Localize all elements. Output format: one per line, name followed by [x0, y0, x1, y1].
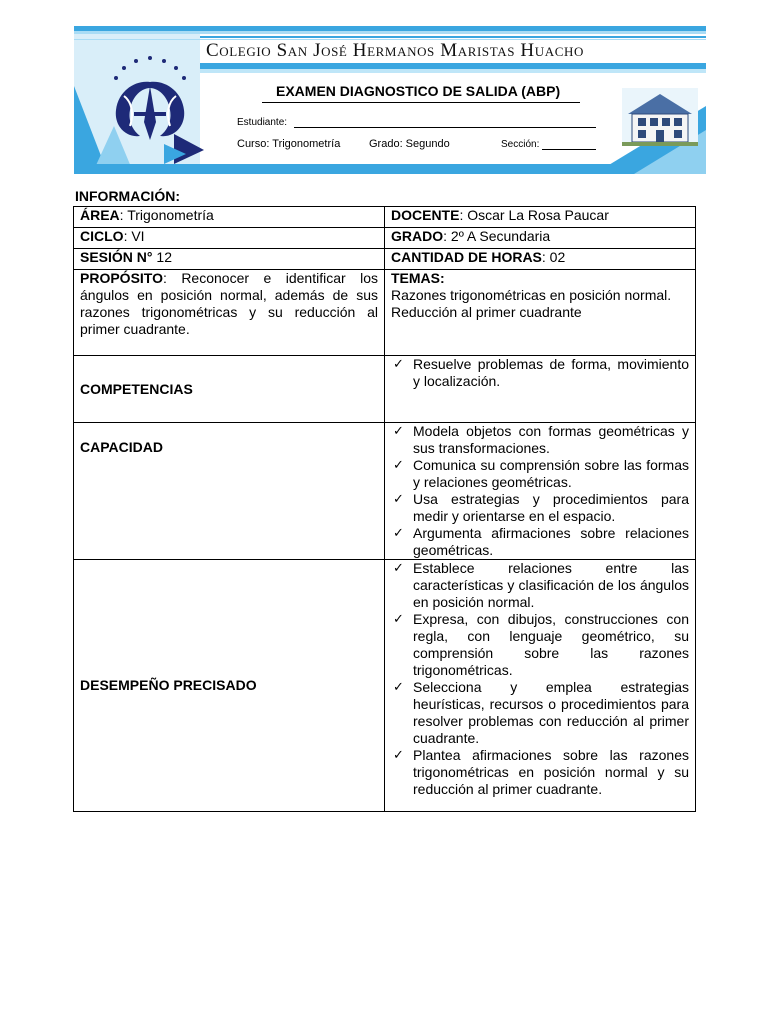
horas-cell [385, 249, 696, 270]
list-item [391, 457, 689, 491]
list-item-text: Modela objetos con formas geométricas y sus transformaciones. [413, 423, 689, 456]
docente-cell [385, 207, 696, 228]
student-label: Estudiante: [237, 117, 288, 128]
table-row [74, 270, 696, 356]
capacidad-list [391, 423, 689, 559]
info-title: INFORMACIÓN: [75, 188, 180, 204]
competencias-cell [74, 356, 385, 423]
check-icon: ✓ [393, 561, 404, 576]
horas-value: : 02 [541, 249, 566, 265]
check-icon: ✓ [393, 424, 404, 439]
ciclo-cell [74, 228, 385, 249]
ciclo-label: CICLO [80, 228, 124, 244]
course-text: Curso: Trigonometría [237, 138, 341, 150]
competencias-list [391, 356, 689, 390]
horas-label: CANTIDAD DE HORAS [391, 249, 542, 265]
tema-item: Reducción al primer cuadrante [391, 304, 582, 320]
list-item [391, 525, 689, 559]
docente-value: : Oscar La Rosa Paucar [459, 207, 609, 223]
temas-label: TEMAS: [391, 270, 445, 286]
section-label: Sección: [501, 139, 540, 150]
capacidad-cell [74, 423, 385, 560]
check-icon: ✓ [393, 748, 404, 763]
grado-cell [385, 228, 696, 249]
area-value: : Trigonometría [119, 207, 214, 223]
list-item [391, 491, 689, 525]
table-row [74, 249, 696, 270]
area-cell [74, 207, 385, 228]
proposito-cell [74, 270, 385, 356]
tema-item: Razones trigonométricas en posición normal. [391, 287, 672, 303]
exam-header [74, 26, 706, 174]
competencias-label: COMPETENCIAS [80, 380, 193, 397]
list-item-text: Usa estrategias y procedimientos para medir y orientarse en el espacio. [413, 491, 689, 524]
check-icon: ✓ [393, 612, 404, 627]
sesion-value: 12 [152, 249, 172, 265]
list-item-text: Expresa, con dibujos, construcciones con regla, con lenguaje geométrico, su comprensión sobre las razones trigonométricas. [413, 611, 689, 678]
sesion-cell [74, 249, 385, 270]
school-building-image [622, 88, 698, 146]
exam-title: EXAMEN DIAGNOSTICO DE SALIDA (ABP) [276, 83, 561, 99]
table-row [74, 560, 696, 812]
list-item [391, 423, 689, 457]
docente-label: DOCENTE [391, 207, 460, 223]
proposito-label: PROPÓSITO [80, 270, 163, 286]
grado-value: : 2º A Secundaria [443, 228, 551, 244]
table-row [74, 207, 696, 228]
list-item-text: Comunica su comprensión sobre las formas y relaciones geométricas. [413, 457, 689, 490]
desempeno-list-cell [385, 560, 696, 812]
grado-label: GRADO [391, 228, 444, 244]
list-item [391, 560, 689, 611]
check-icon: ✓ [393, 458, 404, 473]
check-icon: ✓ [393, 492, 404, 507]
list-item [391, 611, 689, 679]
ciclo-value: : VI [123, 228, 145, 244]
check-icon: ✓ [393, 526, 404, 541]
table-row [74, 423, 696, 560]
check-icon: ✓ [393, 357, 404, 372]
list-item [391, 747, 689, 798]
proposito-value: : Reconocer e identificar los ángulos en posición normal, además de sus razones trigonométricas y su reducción al primer cuadrante. [80, 270, 378, 337]
info-table [73, 206, 696, 812]
temas-cell [385, 270, 696, 356]
list-item [391, 679, 689, 747]
capacidad-list-cell [385, 423, 696, 560]
school-name: Colegio San José Hermanos Maristas Huacho [206, 40, 584, 61]
desempeno-cell [74, 560, 385, 812]
list-item [391, 356, 689, 390]
area-label: ÁREA [80, 207, 120, 223]
list-item-text: Establece relaciones entre las características y clasificación de los ángulos en posición normal. [413, 560, 689, 610]
list-item-text: Plantea afirmaciones sobre las razones trigonométricas en posición normal y su reducción al primer cuadrante. [413, 747, 689, 797]
table-row [74, 356, 696, 423]
section-blank [542, 149, 596, 150]
marist-monogram-logo [104, 52, 196, 148]
sesion-label: SESIÓN N° [80, 249, 153, 265]
title-underline [262, 102, 580, 103]
grade-text: Grado: Segundo [369, 138, 450, 150]
table-row [74, 228, 696, 249]
student-name-blank [294, 127, 596, 128]
list-item-text: Argumenta afirmaciones sobre relaciones geométricas. [413, 525, 689, 558]
check-icon: ✓ [393, 680, 404, 695]
list-item-text: Resuelve problemas de forma, movimiento y localización. [413, 356, 689, 389]
desempeno-list [391, 560, 689, 798]
capacidad-label: CAPACIDAD [80, 439, 163, 455]
list-item-text: Selecciona y emplea estrategias heurísticas, recursos o procedimientos para resolver problemas con reducción al primer cuadrante. [413, 679, 689, 746]
desempeno-label: DESEMPEÑO PRECISADO [80, 677, 257, 693]
competencias-list-cell [385, 356, 696, 423]
